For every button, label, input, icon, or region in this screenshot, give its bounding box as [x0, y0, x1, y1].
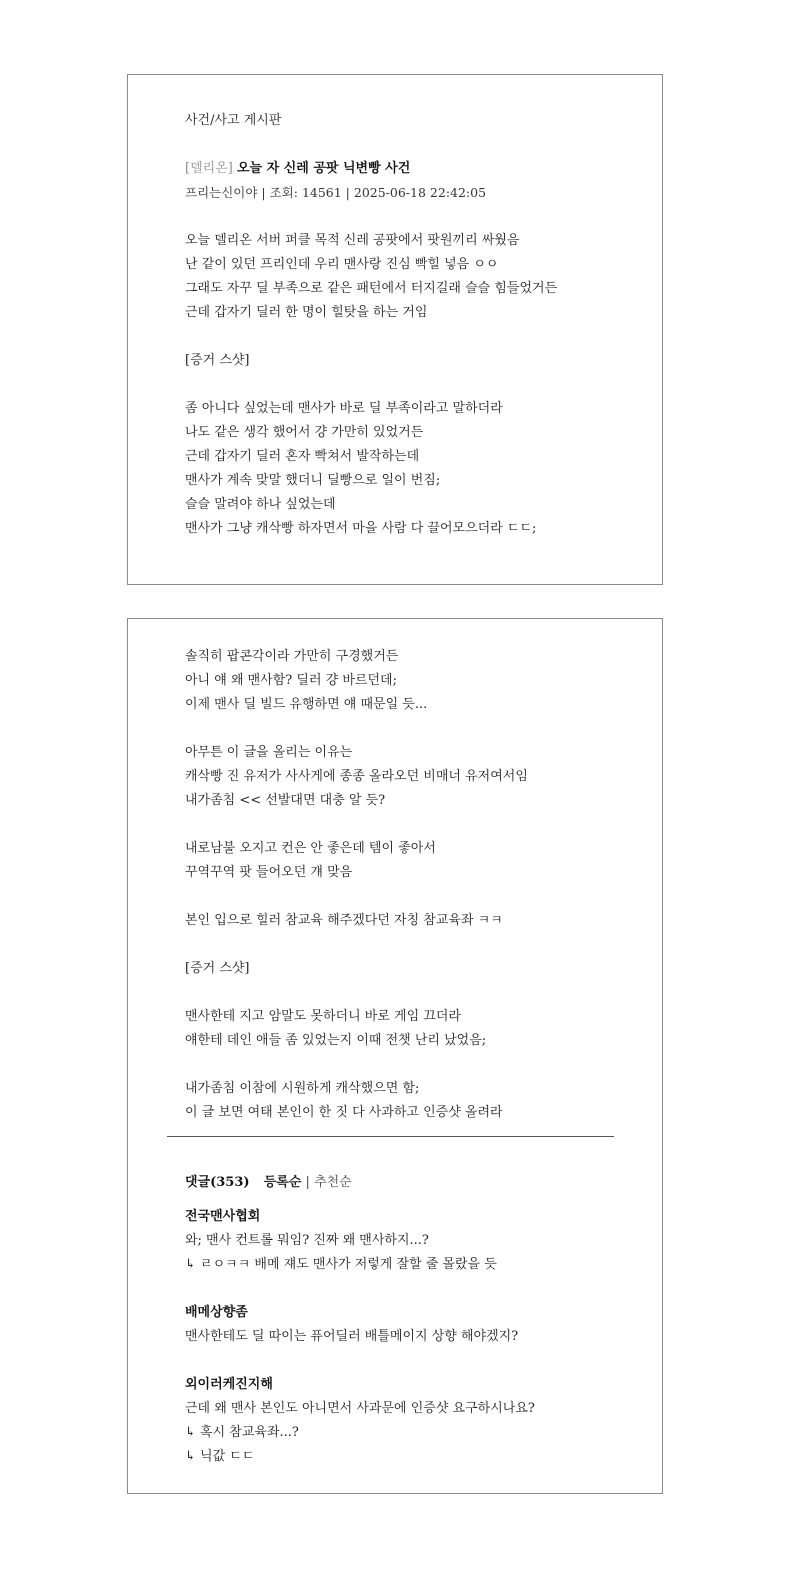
- post-body-line: 솔직히 팝콘각이라 가만히 구경했거든: [185, 649, 399, 664]
- comments-divider: [167, 1136, 614, 1137]
- post-body-line: 오늘 델리온 서버 퍼클 목적 신레 공팟에서 팟원끼리 싸웠음: [185, 233, 520, 248]
- spacer: [185, 717, 622, 741]
- spacer: [185, 373, 622, 397]
- sort-by-likes-button[interactable]: 추천순: [314, 1175, 352, 1190]
- comment-reply: ↳ 닉값 ㄷㄷ: [185, 1449, 255, 1464]
- comments-section: [185, 1171, 622, 1469]
- post-body-line: 맨사가 그냥 캐삭빵 하자면서 마을 사람 다 끌어모으더라 ㄷㄷ;: [185, 521, 537, 536]
- post-body-line: 캐삭빵 진 유저가 사사게에 종종 올라오던 비매너 유저여서임: [185, 769, 528, 784]
- comment-text: 근데 왜 맨사 본인도 아니면서 사과문에 인증샷 요구하시나요?: [185, 1401, 535, 1416]
- post-body-line: 나도 같은 생각 했어서 걍 가만히 있었거든: [185, 425, 424, 440]
- comment-item: [185, 1301, 622, 1349]
- post-meta: 프리는신이야 | 조회: 14561 | 2025-06-18 22:42:05: [185, 185, 487, 200]
- post-content-top: [185, 109, 622, 541]
- post-body-line: [증거 스샷]: [185, 961, 250, 976]
- post-body-part1: [185, 229, 622, 541]
- spacer: [185, 133, 622, 157]
- spacer: [185, 981, 622, 1005]
- sort-by-date-button[interactable]: 등록순: [263, 1175, 302, 1190]
- comment-reply: ↳ ㄹㅇㅋㅋ 배메 쟤도 맨사가 저렇게 잘할 줄 몰랐을 듯: [185, 1257, 497, 1272]
- post-body-line: 이 글 보면 여태 본인이 한 짓 다 사과하고 인증샷 올려라: [185, 1105, 503, 1120]
- comment-count: 댓글(353): [185, 1175, 250, 1190]
- comment-list: [185, 1205, 622, 1469]
- comments-header: [185, 1171, 622, 1195]
- post-body-line: 내로남불 오지고 컨은 안 좋은데 템이 좋아서: [185, 841, 436, 856]
- post-body-line: 내가좀침 이참에 시원하게 캐삭했으면 함;: [185, 1081, 420, 1096]
- sort-separator: |: [305, 1175, 310, 1190]
- post-body-line: 내가좀침 << 선발대면 대충 알 듯?: [185, 793, 386, 808]
- post-title-row: [185, 157, 622, 181]
- post-title: 오늘 자 신레 공팟 닉변빵 사건: [236, 161, 411, 176]
- spacer: [185, 1053, 622, 1077]
- post-body-part2: [185, 645, 622, 1125]
- post-card-bottom: [127, 618, 663, 1494]
- post-content-bottom: [185, 645, 622, 1125]
- post-body-line: 본인 입으로 힐러 참교육 해주겠다던 자칭 참교육좌 ㅋㅋ: [185, 913, 503, 928]
- post-body-line: 슬슬 말려야 하나 싶었는데: [185, 497, 336, 512]
- comment-author[interactable]: 전국맨사협회: [185, 1209, 261, 1224]
- post-body-line: 아무튼 이 글을 올리는 이유는: [185, 745, 353, 760]
- comment-reply: ↳ 혹시 참교육좌...?: [185, 1425, 299, 1440]
- post-body-line: [증거 스샷]: [185, 353, 250, 368]
- spacer: [185, 885, 622, 909]
- post-body-line: 맨사가 계속 맞말 했더니 딜빵으로 일이 번짐;: [185, 473, 441, 488]
- post-body-line: 맨사한테 지고 암말도 못하더니 바로 게임 끄더라: [185, 1009, 461, 1024]
- comment-author[interactable]: 외이러케진지해: [185, 1377, 273, 1392]
- post-card-top: [127, 74, 663, 585]
- comment-item: [185, 1373, 622, 1469]
- spacer: [185, 205, 622, 229]
- post-body-line: 꾸역꾸역 팟 들어오던 걔 맞음: [185, 865, 353, 880]
- post-body-line: 근데 갑자기 딜러 혼자 빡쳐서 발작하는데: [185, 449, 420, 464]
- comment-author[interactable]: 배메상향좀: [185, 1305, 248, 1320]
- post-body-line: 그래도 자꾸 딜 부족으로 같은 패턴에서 터지길래 슬슬 힘들었거든: [185, 281, 558, 296]
- post-body-line: 근데 갑자기 딜러 한 명이 힐탓을 하는 거임: [185, 305, 428, 320]
- post-body-line: 난 같이 있던 프리인데 우리 맨사랑 진심 빡힐 넣음 ㅇㅇ: [185, 257, 499, 272]
- comment-item: [185, 1205, 622, 1277]
- board-title: 사건/사고 게시판: [185, 113, 282, 128]
- post-body-line: 아니 얘 왜 맨사함? 딜러 걍 바르던데;: [185, 673, 397, 688]
- comment-text: 와; 맨사 컨트롤 뭐임? 진짜 왜 맨사하지...?: [185, 1233, 429, 1248]
- post-body-line: 좀 아니다 싶었는데 맨사가 바로 딜 부족이라고 말하더라: [185, 401, 503, 416]
- spacer: [185, 325, 622, 349]
- spacer: [185, 813, 622, 837]
- server-tag: [델리온]: [185, 161, 233, 176]
- comment-text: 맨사한테도 딜 따이는 퓨어딜러 배틀메이지 상향 해야겠지?: [185, 1329, 519, 1344]
- post-body-line: 얘한테 데인 애들 좀 있었는지 이때 전챗 난리 났었음;: [185, 1033, 487, 1048]
- spacer: [185, 933, 622, 957]
- post-body-line: 이제 맨사 딜 빌드 유행하면 얘 때문일 듯...: [185, 697, 428, 712]
